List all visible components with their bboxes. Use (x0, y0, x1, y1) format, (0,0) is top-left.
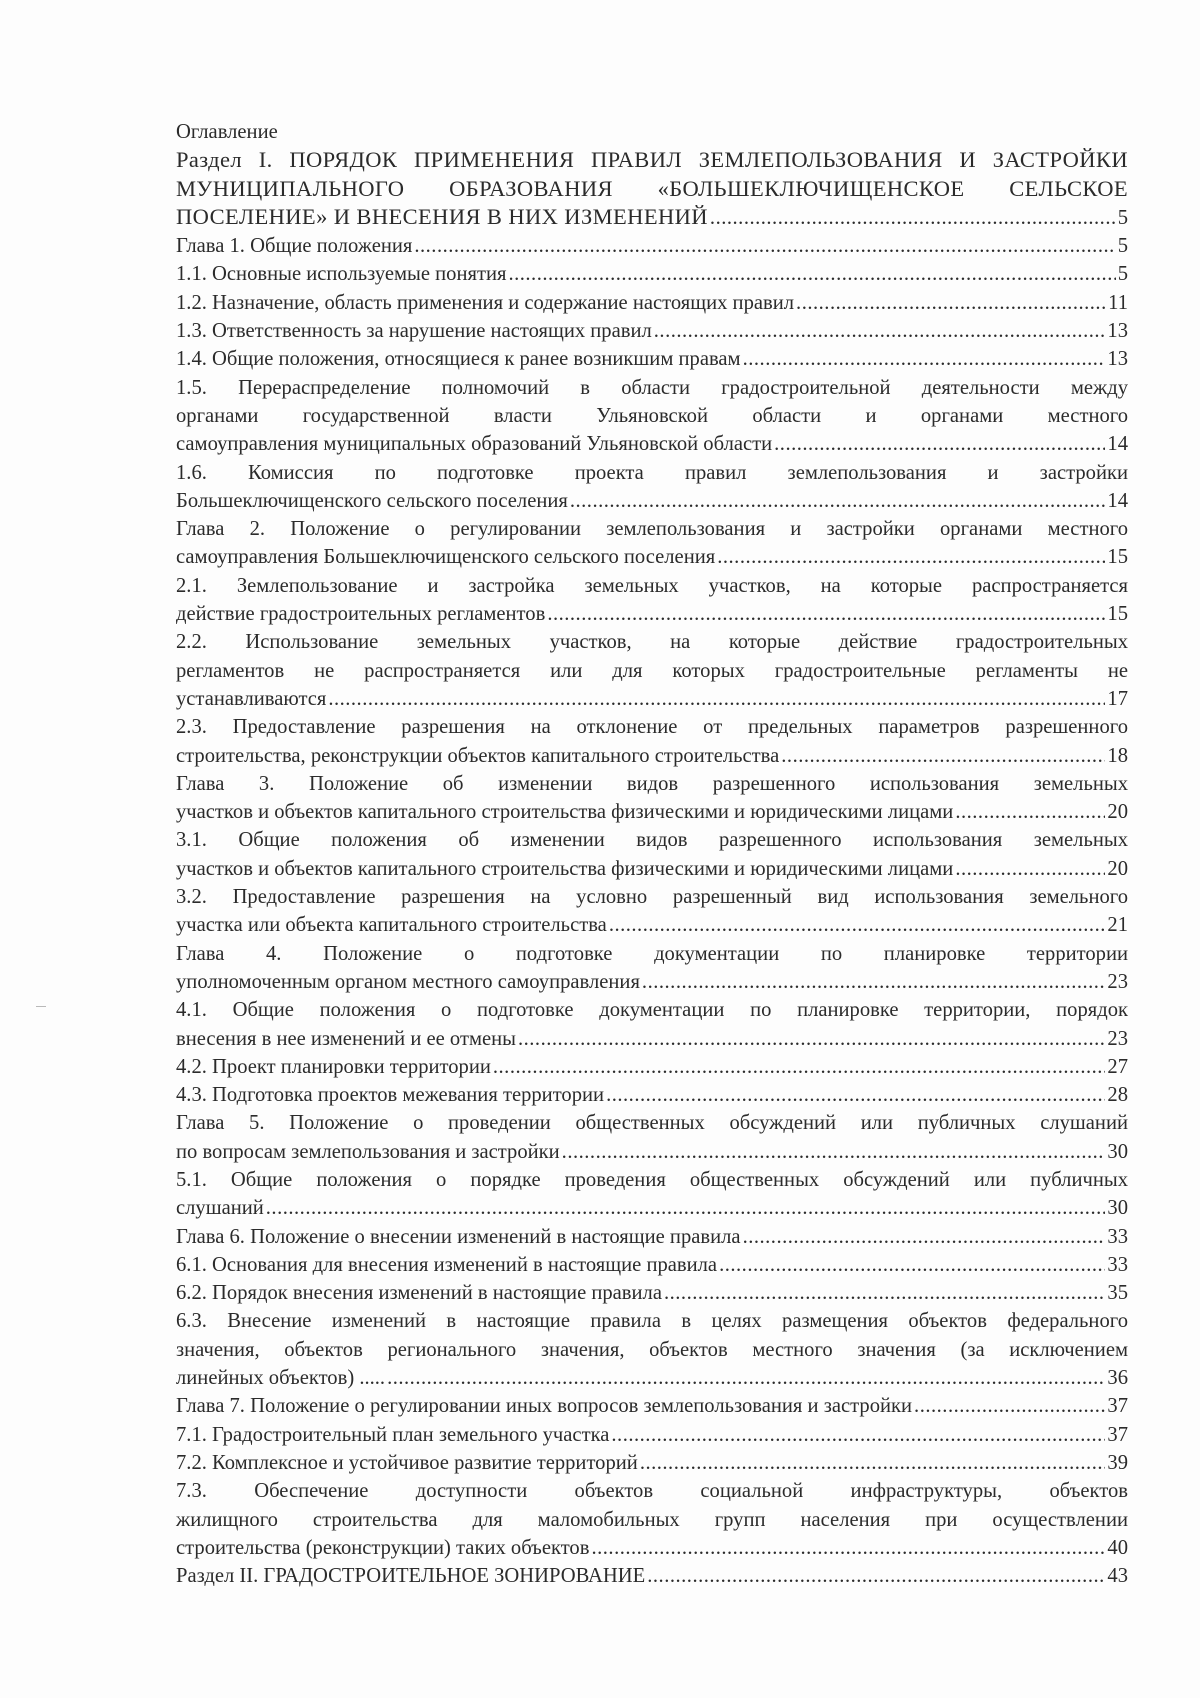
toc-leader-dots (640, 1449, 1106, 1477)
toc-entry (176, 1166, 1128, 1223)
toc-line: по вопросам землепользования и застройки (176, 1140, 560, 1163)
toc-page-number: 27 (1107, 1055, 1128, 1078)
toc-page-number: 35 (1107, 1282, 1128, 1305)
toc-leader-dots (493, 1053, 1106, 1081)
toc-line: участков и объектов капитального строительства физическими и юридическими лицами (176, 801, 954, 824)
toc-line: линейных объектов) ..... (176, 1367, 386, 1390)
toc-entry (176, 289, 1128, 317)
toc-line: 5.1. Общие положения о порядке проведения общественных обсуждений или публичных (176, 1168, 1128, 1191)
toc-line: 2.3. Предоставление разрешения на отклонение от предельных параметров разрешенного (176, 716, 1128, 739)
toc-leader-dots (611, 1421, 1105, 1449)
toc-leader-dots (609, 911, 1106, 939)
toc-entry (176, 770, 1128, 827)
toc-entry (176, 1223, 1128, 1251)
toc-entry (176, 713, 1128, 770)
toc-entry-section-1 (176, 146, 1128, 232)
scan-margin-mark (36, 1006, 46, 1007)
toc-page-number: 43 (1107, 1565, 1128, 1588)
toc-page-number: 20 (1107, 857, 1128, 880)
toc-leader-dots (654, 317, 1106, 345)
toc-line: Раздел I. ПОРЯДОК ПРИМЕНЕНИЯ ПРАВИЛ ЗЕМЛЕПОЛЬЗОВАНИЯ И ЗАСТРОЙКИ (176, 147, 1128, 173)
toc-line: 4.1. Общие положения о подготовке документации по планировке территории, порядок (176, 999, 1128, 1022)
toc-line: 7.2. Комплексное и устойчивое развитие территорий (176, 1451, 638, 1474)
toc-line: 2.2. Использование земельных участков, на которые действие градостроительных (176, 631, 1128, 654)
toc-entry (176, 940, 1128, 997)
toc-leader-dots (914, 1392, 1105, 1420)
toc-page-number: 20 (1107, 801, 1128, 824)
toc-entry (176, 1109, 1128, 1166)
toc-entry (176, 1477, 1128, 1562)
toc-page-number: 11 (1108, 291, 1128, 314)
toc-page-number: 30 (1107, 1140, 1128, 1163)
toc-line: 4.2. Проект планировки территории (176, 1055, 491, 1078)
toc-entry (176, 1421, 1128, 1449)
toc-page-number: 18 (1107, 744, 1128, 767)
toc-line: слушаний (176, 1197, 264, 1220)
toc-line: 3.2. Предоставление разрешения на условно разрешенный вид использования земельного (176, 886, 1128, 909)
toc-page-number: 15 (1107, 603, 1128, 626)
table-of-contents (176, 118, 1128, 1590)
toc-entry (176, 1392, 1128, 1420)
toc-line: 6.1. Основания для внесения изменений в настоящие правила (176, 1253, 718, 1276)
toc-entry (176, 260, 1128, 288)
toc-line: значения, объектов регионального значения, объектов местного значения (за исключением (176, 1338, 1128, 1361)
toc-entry (176, 317, 1128, 345)
toc-entry (176, 1251, 1128, 1279)
toc-leader-dots (743, 345, 1106, 373)
toc-leader-dots (547, 600, 1105, 628)
toc-page-number: 13 (1107, 348, 1128, 371)
toc-line: 4.3. Подготовка проектов межевания территории (176, 1084, 605, 1107)
toc-page-number: 23 (1107, 970, 1128, 993)
toc-leader-dots (414, 232, 1115, 260)
toc-leader-dots (664, 1279, 1105, 1307)
toc-line: 1.1. Основные используемые понятия (176, 263, 507, 286)
toc-page-number: 33 (1107, 1253, 1128, 1276)
toc-line: 1.2. Назначение, область применения и содержание настоящих правил (176, 291, 795, 314)
toc-page-number: 5 (1117, 206, 1128, 229)
toc-line: Большеключищенского сельского поселения (176, 489, 568, 512)
toc-page-number: 33 (1107, 1225, 1128, 1248)
toc-entry (176, 628, 1128, 713)
toc-entry (176, 232, 1128, 260)
toc-line: 1.3. Ответственность за нарушение настоящих правил (176, 320, 652, 343)
toc-line: 1.6. Комиссия по подготовке проекта правил землепользования и застройки (176, 461, 1128, 484)
toc-entry (176, 1279, 1128, 1307)
toc-line: Раздел II. ГРАДОСТРОИТЕЛЬНОЕ ЗОНИРОВАНИЕ (176, 1565, 646, 1588)
toc-page-number: 15 (1107, 546, 1128, 569)
toc-entry (176, 1053, 1128, 1081)
toc-leader-dots (518, 1025, 1105, 1053)
toc-line: ПОСЕЛЕНИЕ» И ВНЕСЕНИЯ В НИХ ИЗМЕНЕНИЙ (176, 203, 708, 229)
toc-line: участков и объектов капитального строительства физическими и юридическими лицами (176, 857, 954, 880)
toc-line: регламентов не распространяется или для которых градостроительные регламенты не (176, 659, 1128, 682)
toc-line: Глава 4. Положение о подготовке документации по планировке территории (176, 942, 1128, 965)
toc-line: устанавливаются (176, 687, 327, 710)
toc-line: 1.4. Общие положения, относящиеся к ранее возникшим правам (176, 348, 741, 371)
toc-line: действие градостроительных регламентов (176, 603, 546, 626)
toc-line: МУНИЦИПАЛЬНОГО ОБРАЗОВАНИЯ «БОЛЬШЕКЛЮЧИЩЕНСКОЕ СЕЛЬСКОЕ (176, 175, 1128, 201)
toc-entry (176, 996, 1128, 1053)
toc-line: внесения в нее изменений и ее отмены (176, 1027, 516, 1050)
toc-entry (176, 883, 1128, 940)
toc-line: 6.2. Порядок внесения изменений в настоящие правила (176, 1282, 662, 1305)
toc-leader-dots (387, 1364, 1105, 1392)
toc-leader-dots (606, 1081, 1105, 1109)
toc-line: самоуправления муниципальных образований Ульяновской области (176, 433, 773, 456)
toc-leader-dots (717, 543, 1105, 571)
toc-heading: Оглавление (176, 121, 278, 143)
toc-line: Глава 7. Положение о регулировании иных вопросов землепользования и застройки (176, 1395, 913, 1418)
toc-line: 7.3. Обеспечение доступности объектов социальной инфраструктуры, объектов (176, 1480, 1128, 1503)
toc-leader-dots (796, 289, 1106, 317)
toc-leader-dots (774, 430, 1105, 458)
toc-entry (176, 374, 1128, 459)
toc-page-number: 14 (1107, 489, 1128, 512)
toc-leader-dots (781, 742, 1105, 770)
toc-line: уполномоченным органом местного самоуправления (176, 970, 640, 993)
toc-page-number: 37 (1107, 1395, 1128, 1418)
toc-line: жилищного строительства для маломобильных групп населения при осуществлении (176, 1508, 1128, 1531)
toc-line: 2.1. Землепользование и застройка земельных участков, на которые распространяется (176, 574, 1128, 597)
toc-line: Глава 1. Общие положения (176, 235, 413, 258)
toc-leader-dots (955, 855, 1105, 883)
toc-leader-dots (508, 260, 1115, 288)
toc-page-number: 17 (1107, 687, 1128, 710)
toc-line: участка или объекта капитального строительства (176, 914, 607, 937)
toc-entry (176, 345, 1128, 373)
toc-leader-dots (266, 1194, 1106, 1222)
toc-entry (176, 826, 1128, 883)
toc-page-number: 37 (1107, 1423, 1128, 1446)
toc-line: самоуправления Большеключищенского сельского поселения (176, 546, 716, 569)
toc-line: Глава 5. Положение о проведении общественных обсуждений или публичных слушаний (176, 1112, 1128, 1135)
toc-entry (176, 572, 1128, 629)
toc-page-number: 14 (1107, 433, 1128, 456)
toc-line: Глава 6. Положение о внесении изменений в настоящие правила (176, 1225, 741, 1248)
toc-line: Глава 3. Положение об изменении видов разрешенного использования земельных (176, 772, 1128, 795)
toc-entry (176, 515, 1128, 572)
toc-leader-dots (570, 487, 1106, 515)
toc-page-number: 21 (1107, 914, 1128, 937)
toc-entry (176, 459, 1128, 516)
toc-entry (176, 1081, 1128, 1109)
toc-line: органами государственной власти Ульяновской области и органами местного (176, 404, 1128, 427)
toc-leader-dots (719, 1251, 1105, 1279)
toc-entry (176, 1562, 1128, 1590)
toc-leader-dots (955, 798, 1105, 826)
toc-page-number: 5 (1117, 235, 1128, 258)
toc-leader-dots (710, 204, 1116, 232)
toc-page-number: 39 (1107, 1451, 1128, 1474)
toc-line: Глава 2. Положение о регулировании землепользования и застройки органами местного (176, 518, 1128, 541)
toc-line: 7.1. Градостроительный план земельного участка (176, 1423, 610, 1446)
toc-line: 1.5. Перераспределение полномочий в области градостроительной деятельности между (176, 376, 1128, 399)
toc-page-number: 28 (1107, 1084, 1128, 1107)
toc-page-number: 36 (1107, 1367, 1128, 1390)
toc-entries (176, 232, 1128, 1590)
toc-page-number: 13 (1107, 320, 1128, 343)
toc-leader-dots (647, 1562, 1105, 1590)
toc-line: строительства, реконструкции объектов капитального строительства (176, 744, 780, 767)
toc-entry (176, 1449, 1128, 1477)
toc-line: 6.3. Внесение изменений в настоящие правила в целях размещения объектов федерального (176, 1310, 1128, 1333)
toc-page-number: 30 (1107, 1197, 1128, 1220)
toc-leader-dots (562, 1138, 1106, 1166)
toc-leader-dots (591, 1534, 1105, 1562)
toc-page-number: 40 (1107, 1536, 1128, 1559)
toc-line: строительства (реконструкции) таких объектов (176, 1536, 590, 1559)
toc-entry (176, 1307, 1128, 1392)
toc-page-number: 5 (1117, 263, 1128, 286)
toc-page-number: 23 (1107, 1027, 1128, 1050)
toc-leader-dots (743, 1223, 1106, 1251)
toc-leader-dots (328, 685, 1105, 713)
toc-leader-dots (642, 968, 1105, 996)
toc-line: 3.1. Общие положения об изменении видов разрешенного использования земельных (176, 829, 1128, 852)
